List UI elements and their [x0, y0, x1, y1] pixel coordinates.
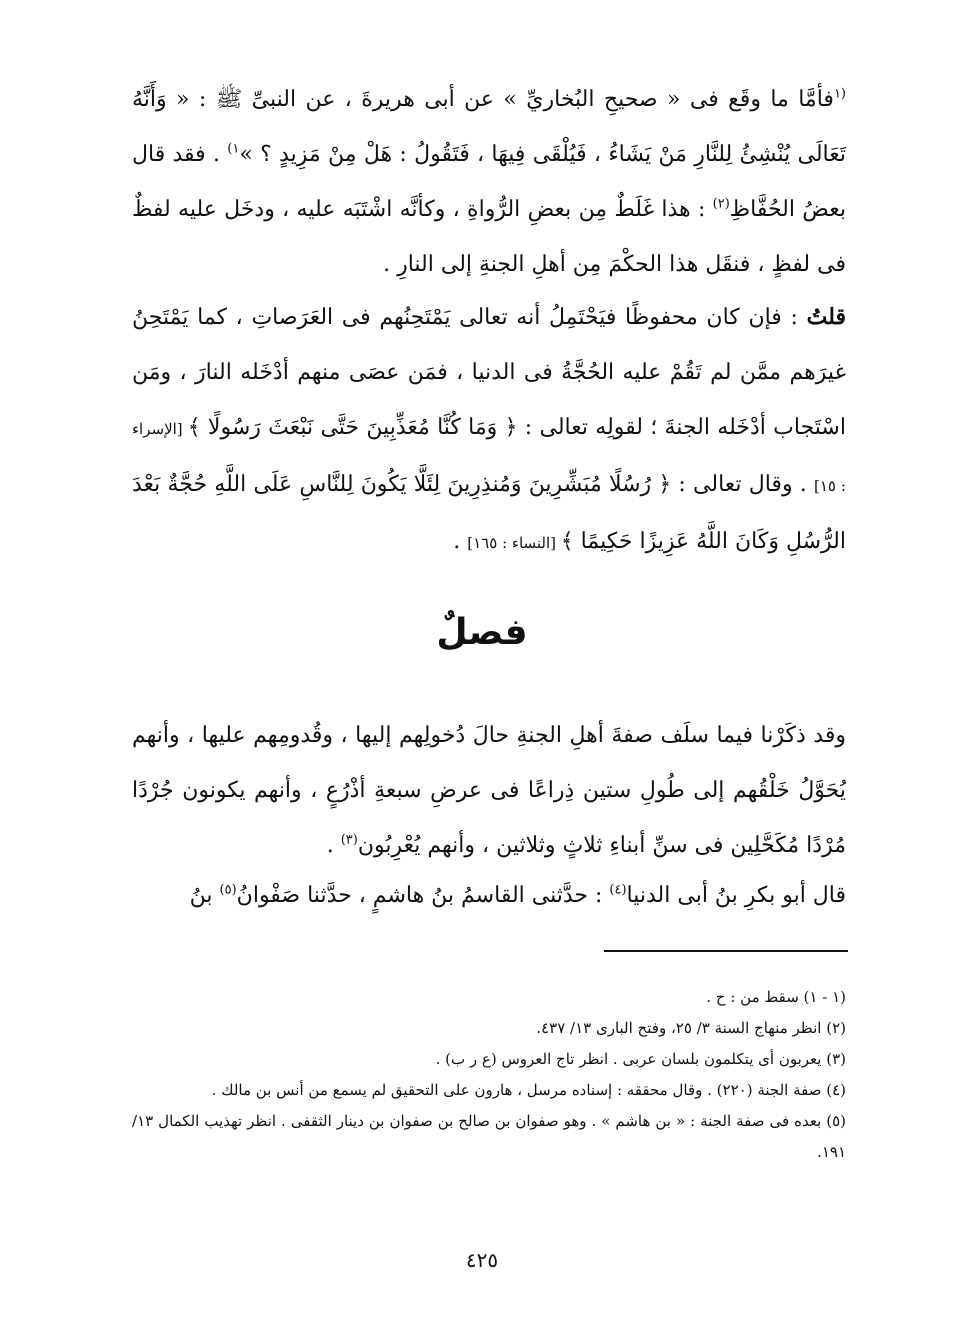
- paragraph-3-text-a: وقد ذكَرْنا فيما سلَف صفةَ أهلِ الجنةِ حالَ دُخولِهم إليها ، وقُدومِهم عليها ، وأنهم يُحَوَّلُ خَلْقُهم إلى طُولِ ستين ذِراعًا فى عرضِ سبعةِ أذْرُعٍ ، وأنهم يكونون جُرْدًا مُرْدًا مُكَحَّلِين فى سنِّ أبناءِ ثلاثٍ وثلاثين ، وأنهم يُعْرِبُون: [132, 723, 846, 858]
- footnote-marker-2: (٢): [712, 196, 730, 212]
- footnote-marker-4: (٤): [609, 882, 627, 898]
- footnote-divider: [604, 950, 848, 952]
- paragraph-1: [132, 72, 846, 292]
- paragraph-1-text-b: . فقد قال بعضُ الحُفَّاظِ: [132, 142, 846, 222]
- paragraph-2-text-a: : فإن كان محفوظًا فيَحْتَمِلُ أنه تعالى يَمْتَحِنُهم فى العَرَصاتِ ، كما يَمْتَحِنُ غيرَهم ممَّن لم تَقُمْ عليه الحُجَّةُ فى الدنيا ، فمَن عصَى منهم أدْخَله النارَ ، ومَن اسْتَجاب أدْخَله الجنةَ ؛ لقولِه تعالى : ﴿ وَمَا كُنَّا مُعَذِّبِينَ حَتَّى نَبْعَثَ رَسُولًا ﴾: [132, 305, 846, 440]
- paragraph-1-text-a: فأمَّا ما وقَع فى « صحيحِ البُخاريِّ » عن أبى هريرةَ ، عن النبىِّ ﷺ : « وَأَنَّهُ تَعَالَى يُنْشِئُ لِلنَّارِ مَنْ يَشَاءُ ، فَيُلْقَى فِيهَا ، فَتَقُولُ : هَلْ مِنْ مَزِيدٍ ؟ »: [132, 87, 846, 167]
- paragraph-3: [132, 708, 846, 873]
- quran-reference-isra: [الإسراء : ١٥]: [132, 420, 846, 495]
- paragraph-2: [132, 290, 846, 571]
- quran-reference-nisa: [النساء : ١٦٥]: [467, 534, 561, 552]
- paragraph-2-lead: قلتُ: [806, 304, 846, 330]
- paragraph-2-text-c: .: [453, 529, 468, 554]
- paragraph-4-text-c: بنُ: [189, 883, 220, 908]
- footnotes: [132, 982, 846, 1168]
- footnote-marker-1-open: (١: [833, 86, 846, 102]
- footnote-4: (٤) صفة الجنة (٢٢٠) . وقال محققه : إسناده مرسل ، هارون على التحقيق لم يسمع من أنس بن مالك .: [211, 1081, 846, 1099]
- paragraph-1-text-c: : هذا غَلَطٌ مِن بعضِ الرُّواةِ ، وكأنَّه اشْتَبَه عليه ، ودخَل عليه لفظٌ فى لفظٍ ، فنقَل هذا الحكْمَ مِن أهلِ الجنةِ إلى النارِ .: [132, 197, 846, 277]
- paragraph-4: [132, 868, 846, 923]
- footnote-3: (٣) يعربون أى يتكلمون بلسان عربى . انظر تاج العروس (ع ر ب) .: [435, 1050, 846, 1068]
- page-number: ٤٢٥: [465, 1248, 499, 1272]
- paragraph-4-text-a: قال أبو بكرِ بنُ أبى الدنيا: [626, 883, 846, 908]
- paragraph-2-text-b: . وقال تعالى : ﴿ رُسُلًا مُبَشِّرِينَ وَمُنذِرِينَ لِئَلَّا يَكُونَ لِلنَّاسِ عَلَى اللَّهِ حُجَّةٌ بَعْدَ الرُّسُلِ وَكَانَ اللَّهُ عَزِيزًا حَكِيمًا ﴾: [132, 472, 846, 554]
- footnote-marker-5: (٥): [219, 882, 237, 898]
- footnote-1: (١ - ١) سقط من : ح .: [706, 988, 846, 1006]
- footnote-marker-3: (٣): [340, 832, 358, 848]
- footnote-2: (٢) انظر منهاج السنة ٣/ ٢٥، وفتح البارى ١٣/ ٤٣٧.: [536, 1019, 846, 1037]
- footnote-marker-1-close: ١): [227, 141, 240, 157]
- paragraph-4-text-b: : حدَّثنى القاسمُ بنُ هاشمٍ ، حدَّثنا صَفْوانُ: [236, 883, 610, 908]
- paragraph-3-text-b: .: [326, 833, 341, 858]
- footnote-5: (٥) بعده فى صفة الجنة : « بن هاشم » . وهو صفوان بن صالح بن صفوان بن دينار الثقفى . انظر تهذيب الكمال ١٣/ ١٩١.: [132, 1112, 846, 1161]
- section-heading: فصلٌ: [436, 612, 528, 653]
